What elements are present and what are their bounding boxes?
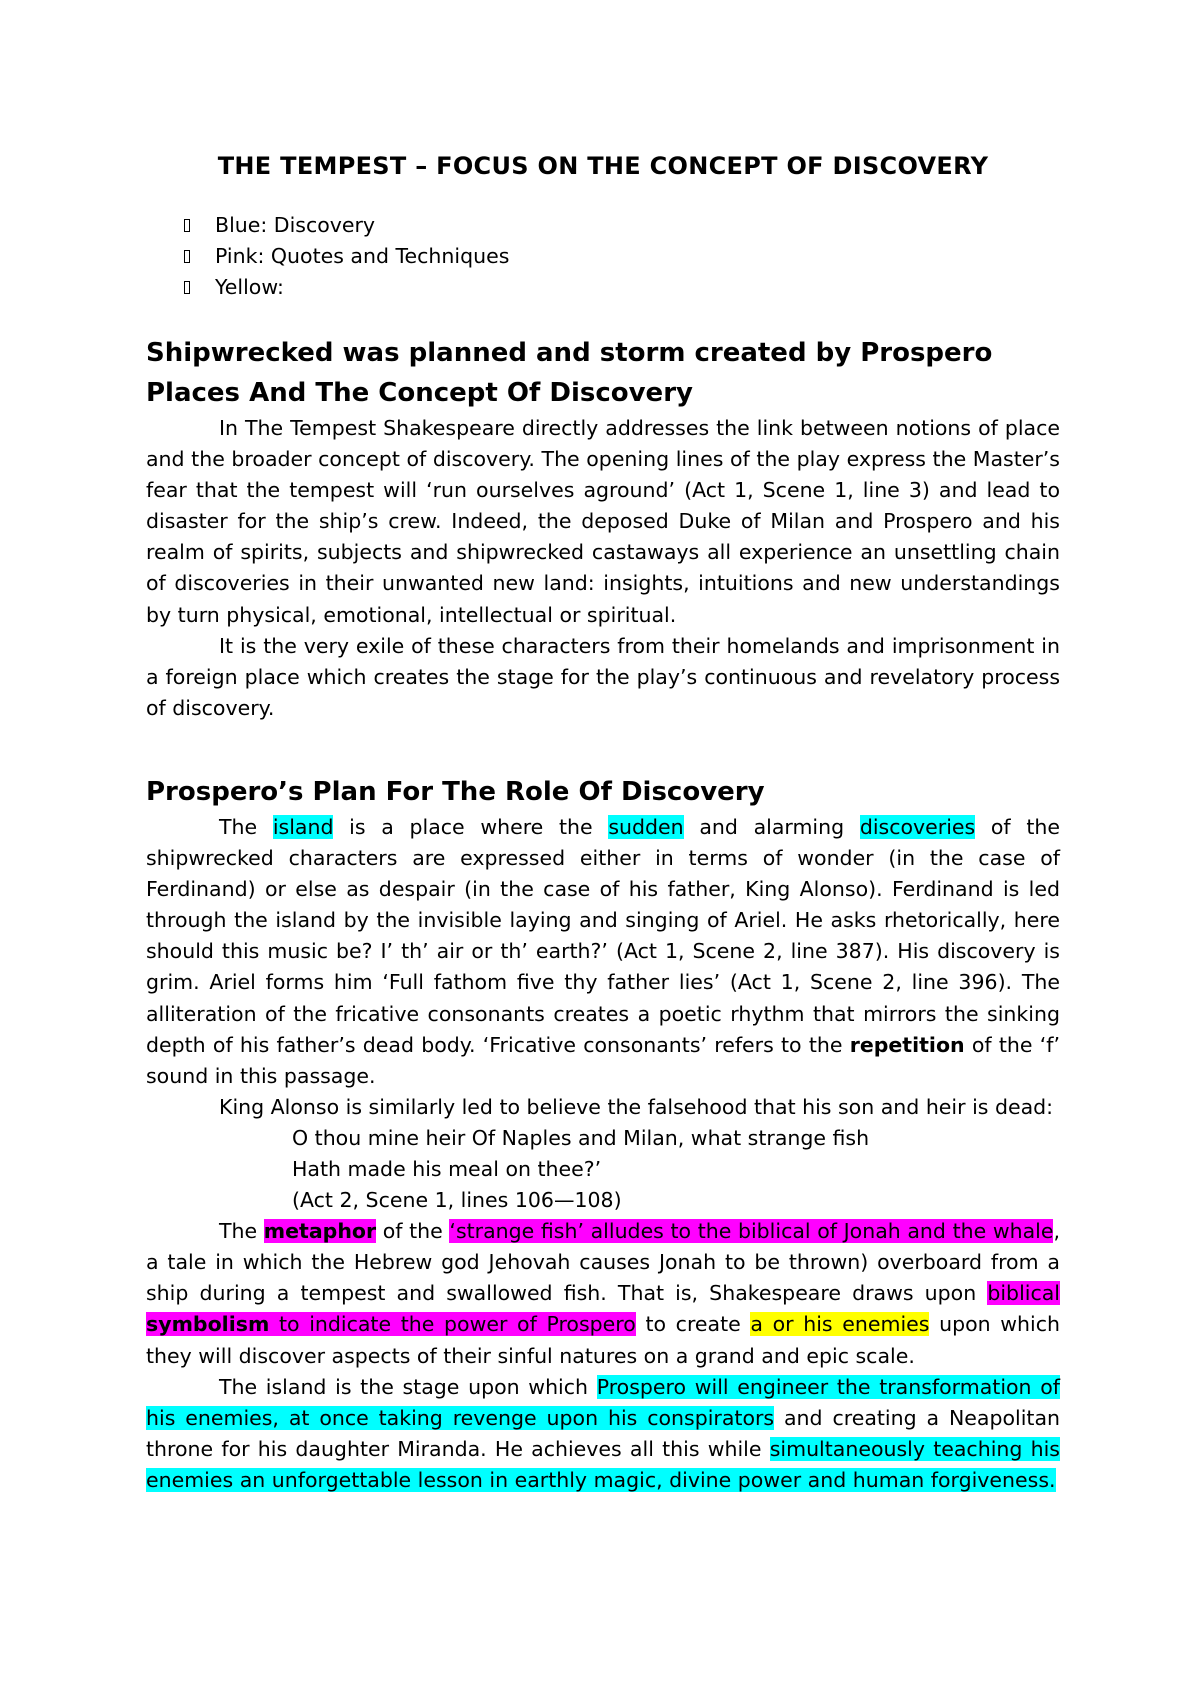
highlight-pink: metaphor: [263, 1219, 377, 1244]
paragraph-places-2: It is the very exile of these characters from their homelands and imprisonment in a foreign place which creates the stage for the play’s continuous and revelatory process of discovery.: [146, 633, 1060, 720]
highlight-blue: discoveries: [859, 814, 976, 839]
paragraph-stage: The island is the stage upon which Prospero will engineer the transformation of his enemies, at once taking revenge upon his conspirators and creating a Neapolitan throne for his daughter Miranda. He achieves all this while simultaneously teaching his enemies an unforgettable lesson in earthly magic, divine power and human forgiveness.: [146, 1374, 1061, 1492]
legend-item: Blue: Discovery: [184, 210, 1060, 241]
highlight-pink: biblical symbolism to indicate the power of Prospero: [146, 1281, 1060, 1337]
quote-citation: (Act 2, Scene 1, lines 106—108): [292, 1188, 622, 1213]
bullet-icon: [184, 250, 190, 263]
highlight-blue: island: [272, 814, 334, 839]
highlight-blue: simultaneously teaching his enemies an unforgettable lesson in earthly magic, divine power and human forgiveness.: [146, 1436, 1060, 1492]
heading-prospero-plan: Prospero’s Plan For The Role Of Discovery: [146, 776, 765, 807]
bold-term: repetition: [849, 1032, 965, 1057]
color-legend: [146, 210, 1060, 303]
highlight-blue: Prospero will engineer the transformation of his enemies, at once taking revenge upon his conspirators: [146, 1374, 1060, 1430]
highlight-blue: sudden: [608, 814, 684, 839]
legend-item: Yellow:: [184, 272, 1060, 303]
quote-line: O thou mine heir Of Naples and Milan, what strange fish: [292, 1125, 870, 1150]
paragraph-metaphor: The metaphor of the ‘strange fish’ alludes to the biblical of Jonah and the whale, a tale in which the Hebrew god Jehovah causes Jonah to be thrown) overboard from a ship during a tempest and swallowed fish. That is, Shakespeare draws upon biblical symbolism to indicate the power of Prospero to create a or his enemies upon which they will discover aspects of their sinful natures on a grand and epic scale.: [146, 1219, 1060, 1368]
heading-places: Places And The Concept Of Discovery: [146, 378, 693, 408]
paragraph-places-1: In The Tempest Shakespeare directly addresses the link between notions of place and the broader concept of discovery. The opening lines of the play express the Master’s fear that the tempest will ‘run ourselves aground’ (Act 1, Scene 1, line 3) and lead to disaster for the ship’s crew. Indeed, the deposed Duke of Milan and Prospero and his realm of spirits, subjects and shipwrecked castaways all experience an unsettling chain of discoveries in their unwanted new land: insights, intuitions and new understandings by turn physical, emotional, intellectual or spiritual.: [146, 416, 1060, 627]
heading-shipwrecked: Shipwrecked was planned and storm created by Prospero: [146, 338, 993, 368]
bullet-icon: [184, 281, 190, 294]
paragraph-island: The island is a place where the sudden and alarming discoveries of the shipwrecked characters are expressed either in terms of wonder (in the case of Ferdinand) or else as despair (in the case of his father, King Alonso). Ferdinand is led through the island by the invisible laying and singing of Ariel. He asks rhetorically, here should this music be? I’ th’ air or th’ earth?’ (Act 1, Scene 2, line 387). His discovery is grim. Ariel forms him ‘Full fathom five thy father lies’ (Act 1, Scene 2, line 396). The alliteration of the fricative consonants creates a poetic rhythm that mirrors the sinking depth of his father’s dead body. ‘Fricative consonants’ refers to the repetition of the ‘f’ sound in this passage.: [146, 814, 1060, 1088]
highlight-pink: ‘strange fish’ alludes to the biblical of Jonah and the whale: [449, 1219, 1054, 1244]
paragraph-alonso: King Alonso is similarly led to believe the falsehood that his son and heir is dead:: [219, 1094, 1054, 1119]
highlight-yellow: a or his enemies: [750, 1312, 930, 1337]
bullet-icon: [184, 219, 190, 232]
quote-line: Hath made his meal on thee?’: [292, 1156, 602, 1181]
document-body: [146, 136, 1060, 1496]
legend-item: Pink: Quotes and Techniques: [184, 241, 1060, 272]
document-title: THE TEMPEST – FOCUS ON THE CONCEPT OF DISCOVERY: [217, 152, 989, 180]
